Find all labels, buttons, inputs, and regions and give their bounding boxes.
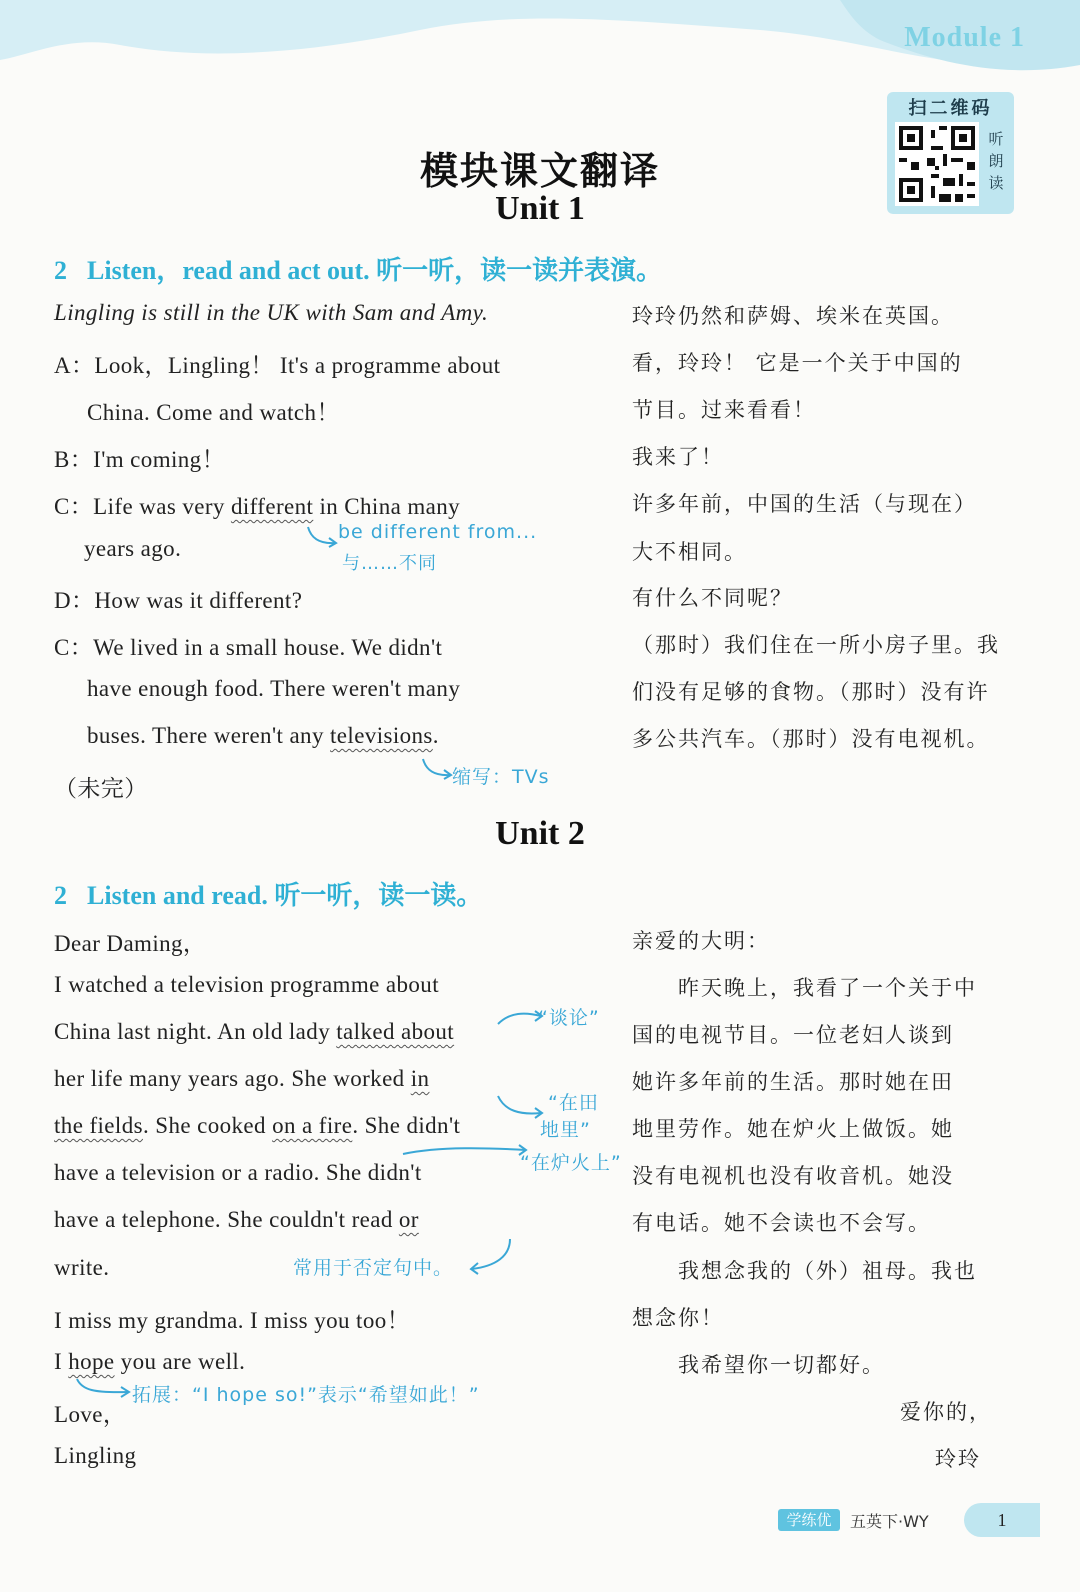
unit1-zh-line: 多公共汽车。（那时）没有电视机。 — [632, 727, 990, 751]
note-arrow-icon — [495, 1093, 545, 1121]
unit1-zh-line: 看，玲玲！ 它是一个关于中国的 — [632, 351, 963, 375]
note-on-a-fire: “在炉火上” — [520, 1152, 622, 1174]
footer-series: 五英下·WY — [850, 1512, 929, 1531]
unit1-en-line: have enough food. There weren't many — [87, 676, 461, 701]
unit1-en-line: buses. There weren't any televisions. — [87, 723, 439, 748]
unit1-section-heading: 2 Listen，read and act out. 听一听，读一读并表演。 — [54, 256, 663, 285]
unit2-zh-line: 没有电视机也没有收音机。她没 — [632, 1164, 954, 1188]
unit1-en-line: A：Look，Lingling！ It's a programme about — [54, 353, 501, 378]
page-number: 1 — [964, 1503, 1040, 1537]
highlight-the-fields: the fields — [54, 1113, 143, 1138]
unit2-zh-line: 我想念我的（外）祖母。我也 — [678, 1259, 977, 1283]
note-arrow-icon — [305, 524, 341, 550]
footer-brand: 学练优 — [778, 1509, 840, 1531]
unit2-zh-line: 玲玲 — [935, 1447, 981, 1471]
unit2-en-line: China last night. An old lady talked about — [54, 1019, 455, 1044]
unit2-zh-line: 爱你的， — [900, 1400, 992, 1424]
unit2-zh-line: 昨天晚上，我看了一个关于中 — [678, 976, 977, 1000]
unit2-en-line: the fields. She cooked on a fire. She didn't — [54, 1113, 461, 1138]
unit1-en-line: C：Life was very different in China many — [54, 494, 461, 519]
unit1-zh-line: 许多年前，中国的生活（与现在） — [632, 492, 977, 516]
unit2-en-line: I watched a television programme about — [54, 972, 439, 997]
unit2-title: Unit 2 — [495, 815, 585, 852]
unit2-zh-line: 亲爱的大明： — [632, 929, 770, 953]
unit1-en-line: B：I'm coming！ — [54, 447, 225, 472]
unit2-en-line: Lingling — [54, 1443, 137, 1468]
module-label: Module 1 — [904, 22, 1025, 53]
unit2-en-line: her life many years ago. She worked in — [54, 1066, 430, 1091]
unit2-zh-line: 地里劳作。她在炉火上做饭。她 — [632, 1117, 954, 1141]
highlight-talked-about: talked about — [336, 1019, 455, 1044]
note-arrow-icon — [400, 1142, 530, 1158]
highlight-different: different — [230, 494, 314, 519]
unit1-en-line: years ago. — [84, 536, 182, 561]
unit2-en-line: write. — [54, 1255, 110, 1280]
qr-side-text: 听 朗 读 — [988, 130, 1004, 192]
note-in-the-fields: “在田 — [548, 1092, 599, 1114]
unit1-zh-line: 们没有足够的食物。（那时）没有许 — [632, 680, 990, 704]
unit2-zh-line: 国的电视节目。一位老妇人谈到 — [632, 1023, 954, 1047]
unit1-zh-line: （那时）我们住在一所小房子里。我 — [632, 633, 1000, 657]
page-title: 模块课文翻译 — [419, 148, 660, 193]
unit1-zh-line: 有什么不同呢？ — [632, 586, 793, 610]
unit2-en-line: I miss my grandma. I miss you too！ — [54, 1308, 411, 1333]
unit1-en-line: D：How was it different? — [54, 588, 303, 613]
highlight-or: or — [398, 1207, 419, 1232]
unit2-en-line: have a television or a radio. She didn't — [54, 1160, 422, 1185]
unit1-zh-line: 节目。过来看看！ — [632, 398, 816, 422]
highlight-on-a-fire: on a fire — [272, 1113, 353, 1138]
unit1-en-line: C：We lived in a small house. We didn't — [54, 635, 443, 660]
unfinished-mark: （未完） — [54, 776, 148, 801]
note-arrow-icon — [466, 1236, 516, 1276]
unit2-en-line: Love， — [54, 1402, 127, 1427]
unit1-zh-line: 我来了！ — [632, 445, 724, 469]
note-arrow-icon — [74, 1376, 134, 1398]
note-different-meaning: 与……不同 — [342, 553, 437, 574]
note-arrow-icon — [420, 756, 456, 782]
unit2-en-line: Dear Daming， — [54, 931, 207, 956]
unit2-zh-line: 她许多年前的生活。那时她在田 — [632, 1070, 954, 1094]
unit1-en-line: Lingling is still in the UK with Sam and Amy. — [54, 300, 489, 325]
unit2-zh-line: 想念你！ — [632, 1306, 724, 1330]
unit2-en-line: I hope you are well. — [54, 1349, 246, 1374]
note-abbreviation: 缩写：TVs — [452, 766, 550, 788]
highlight-hope: hope — [68, 1349, 115, 1374]
note-in-the-fields-2: 地里” — [540, 1119, 591, 1141]
highlight-televisions: televisions — [330, 723, 433, 748]
note-hope-so: 拓展：“I hope so!”表示“希望如此！” — [132, 1384, 480, 1406]
unit1-zh-line: 大不相同。 — [632, 540, 747, 564]
unit1-title: Unit 1 — [495, 190, 585, 227]
highlight-in: in — [410, 1066, 430, 1091]
note-different-from: be different from... — [338, 521, 538, 543]
qr-title: 扫二维码 — [908, 98, 993, 119]
unit2-section-heading: 2 Listen and read. 听一听，读一读。 — [54, 881, 483, 910]
note-or-usage: 常用于否定句中。 — [293, 1257, 454, 1279]
unit2-en-line: have a telephone. She couldn't read or — [54, 1207, 419, 1232]
unit2-zh-line: 有电话。她不会读也不会写。 — [632, 1211, 931, 1235]
unit1-zh-line: 玲玲仍然和萨姆、埃米在英国。 — [632, 304, 954, 328]
unit1-en-line: China. Come and watch！ — [87, 400, 340, 425]
note-talk-about: “谈论” — [538, 1007, 600, 1029]
unit2-zh-line: 我希望你一切都好。 — [678, 1353, 885, 1377]
